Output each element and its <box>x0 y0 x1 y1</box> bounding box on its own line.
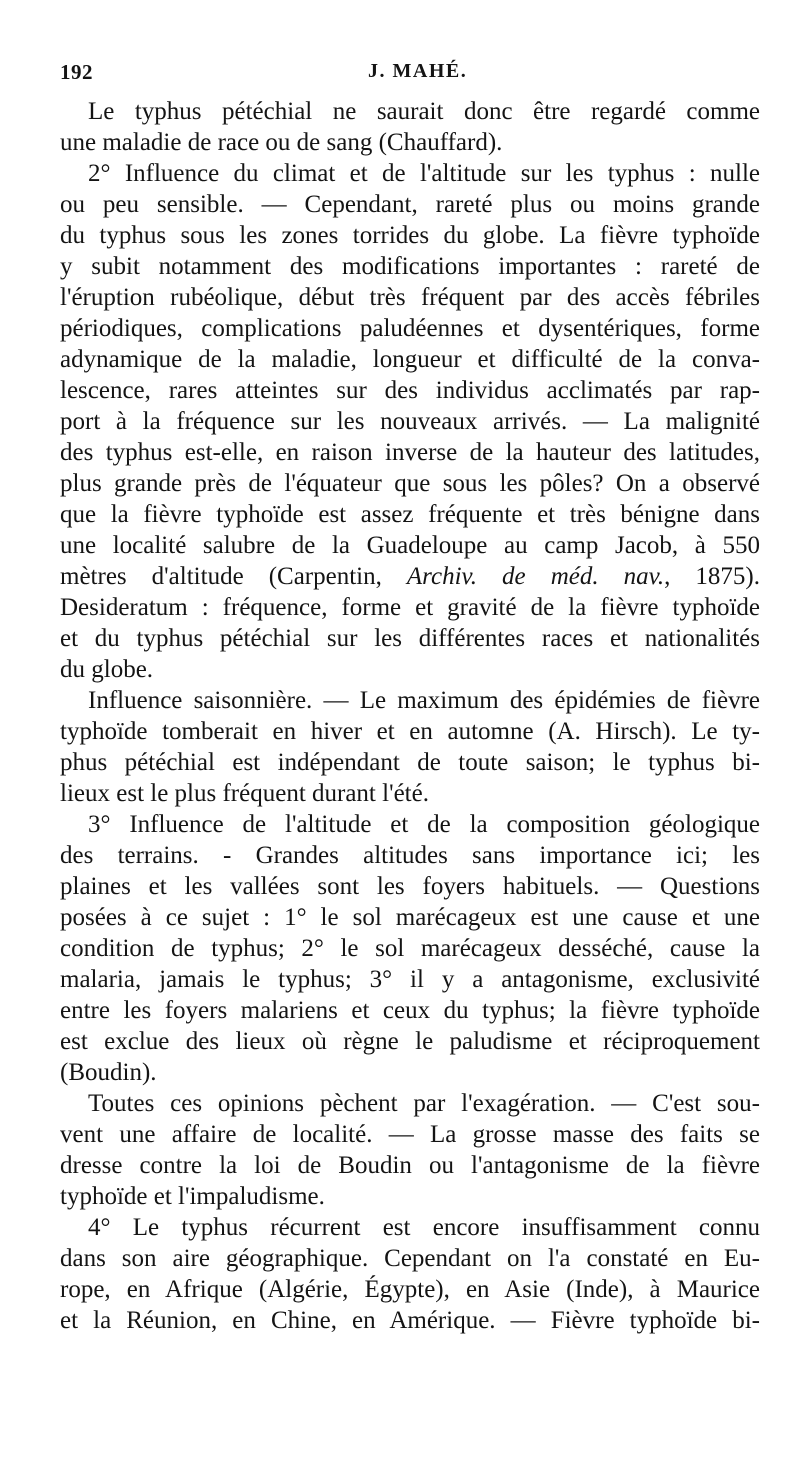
text-line: typhoïde tomberait en hiver et en automne (A. Hirsch). Le ty- <box>60 718 760 745</box>
text-line: périodiques, complications paludéennes et dysentériques, forme <box>60 315 760 342</box>
text-line: et du typhus pétéchial sur les différentes races et nationalités <box>60 625 760 652</box>
text-line: lescence, rares atteintes sur des individus acclimatés par rap- <box>60 377 760 404</box>
text-line: est exclue des lieux où règne le paludisme et réciproquement <box>60 1028 760 1055</box>
text-line: y subit notamment des modifications importantes : rareté de <box>60 253 760 280</box>
text-line: 3° Influence de l'altitude et de la composition géologique <box>88 811 760 838</box>
running-header <box>60 60 760 90</box>
text-line: rope, en Afrique (Algérie, Égypte), en Asie (Inde), à Maurice <box>60 1276 760 1303</box>
text-line: plaines et les vallées sont les foyers habituels. — Questions <box>60 873 760 900</box>
text-line: posées à ce sujet : 1° le sol marécageux est une cause et une <box>60 904 760 931</box>
text-line: dresse contre la loi de Boudin ou l'antagonisme de la fièvre <box>60 1152 760 1179</box>
text-line: plus grande près de l'équateur que sous les pôles? On a observé <box>60 470 760 497</box>
text-line: dans son aire géographique. Cependant on l'a constaté en Eu- <box>60 1245 760 1272</box>
text-line: une localité salubre de la Guadeloupe au camp Jacob, à 550 <box>60 532 760 559</box>
text-line: une maladie de race ou de sang (Chauffard). <box>60 129 503 156</box>
text-line: malaria, jamais le typhus; 3° il y a antagonisme, exclusivité <box>60 966 760 993</box>
text-line: entre les foyers malariens et ceux du typhus; la fièvre typhoïde <box>60 997 760 1024</box>
text-line: des typhus est-elle, en raison inverse de la hauteur des latitudes, <box>60 439 760 466</box>
text-line: condition de typhus; 2° le sol marécageux desséché, cause la <box>60 935 760 962</box>
text-line: phus pétéchial est indépendant de toute saison; le typhus bi- <box>60 749 760 776</box>
text-line: Desideratum : fréquence, forme et gravité de la fièvre typhoïde <box>60 594 760 621</box>
text-line: du globe. <box>60 656 154 683</box>
text-line: et la Réunion, en Chine, en Amérique. — Fièvre typhoïde bi- <box>60 1307 760 1334</box>
text-line: port à la fréquence sur les nouveaux arrivés. — La malignité <box>60 408 760 435</box>
text-line: mètres d'altitude (Carpentin, Archiv. de méd. nav., 1875). <box>60 563 761 590</box>
text-line: Le typhus pétéchial ne saurait donc être regardé comme <box>88 98 760 125</box>
running-title: J. MAHÉ. <box>368 60 468 82</box>
text-line: que la fièvre typhoïde est assez fréquente et très bénigne dans <box>60 501 760 528</box>
text-line: l'éruption rubéolique, début très fréquent par des accès fébriles <box>60 284 760 311</box>
text-line: adynamique de la maladie, longueur et difficulté de la conva- <box>60 346 760 373</box>
text-line: 4° Le typhus récurrent est encore insuffisamment connu <box>88 1214 760 1241</box>
text-line: du typhus sous les zones torrides du globe. La fièvre typhoïde <box>60 222 760 249</box>
journal-title: Archiv. de méd. nav. <box>406 563 665 590</box>
text-line: lieux est le plus fréquent durant l'été. <box>60 780 429 807</box>
text-line: des terrains. - Grandes altitudes sans importance ici; les <box>60 842 760 869</box>
text-line: Influence saisonnière. — Le maximum des épidémies de fièvre <box>88 687 760 714</box>
text-line: ou peu sensible. — Cependant, rareté plus ou moins grande <box>60 191 760 218</box>
text-line: vent une affaire de localité. — La grosse masse des faits se <box>60 1121 760 1148</box>
text-line: typhoïde et l'impaludisme. <box>60 1183 325 1210</box>
text-line: (Boudin). <box>60 1059 157 1086</box>
text-line: Toutes ces opinions pèchent par l'exagération. — C'est sou- <box>88 1090 760 1117</box>
text-line: 2° Influence du climat et de l'altitude sur les typhus : nulle <box>88 160 760 187</box>
body-text <box>60 96 760 1336</box>
page-number: 192 <box>60 60 93 84</box>
